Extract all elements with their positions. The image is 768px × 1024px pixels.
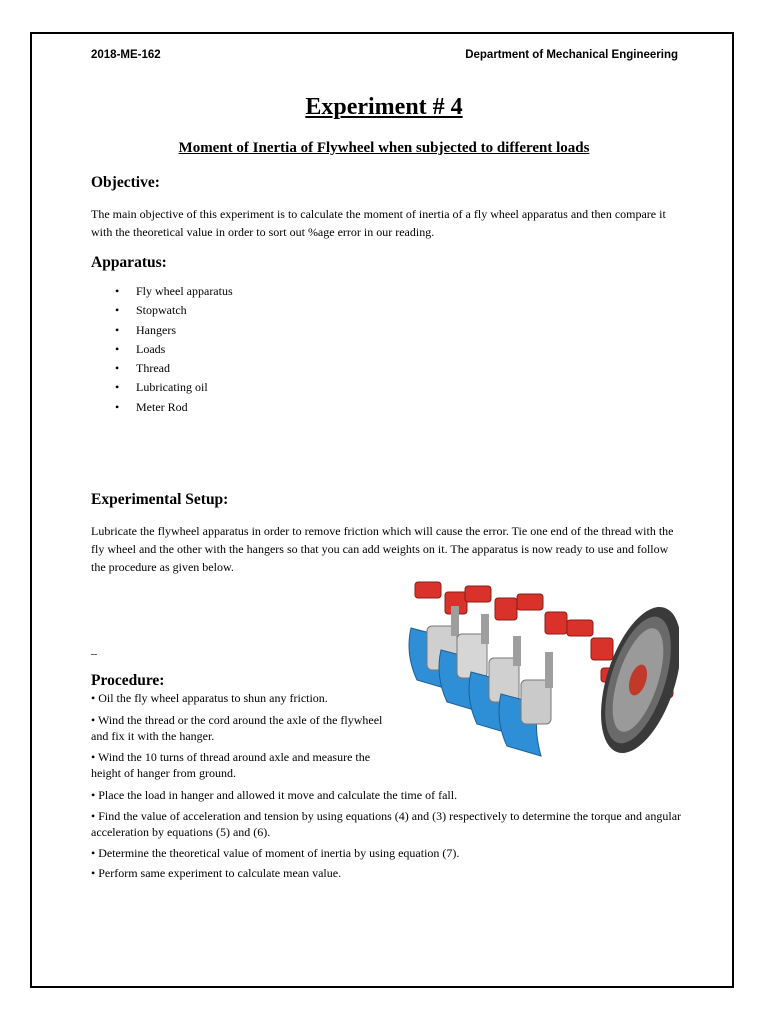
- procedure-step: • Perform same experiment to calculate mean value.: [91, 866, 342, 880]
- setup-heading: Experimental Setup:: [91, 491, 229, 508]
- procedure-step: • Determine the theoretical value of moment of inertia by using equation (7).: [91, 846, 460, 860]
- procedure-step: • Wind the thread or the cord around the axle of the flywheel and fix it with the hanger.: [91, 713, 383, 743]
- list-item: • Loads: [91, 340, 233, 359]
- list-item: • Thread: [91, 359, 233, 378]
- objective-text: The main objective of this experiment is to calculate the moment of inertia of a fly wheel apparatus and then compare it with the theoretical value in order to sort out %age error in our reading.: [91, 207, 666, 239]
- apparatus-heading: Apparatus:: [91, 254, 167, 271]
- procedure-step: • Wind the 10 turns of thread around axle and measure the height of hanger from ground.: [91, 750, 371, 780]
- list-item: • Lubricating oil: [91, 378, 233, 397]
- procedure-heading: Procedure:: [91, 672, 165, 689]
- header-roll-number: 2018-ME-162: [91, 49, 161, 61]
- stray-dash: –: [91, 646, 97, 660]
- list-item: • Hangers: [91, 321, 233, 340]
- list-item: • Stopwatch: [91, 301, 233, 320]
- procedure-step: • Find the value of acceleration and tension by using equations (4) and (3) respectively to determine the torque and angular acceleration by equations (5) and (6).: [91, 809, 682, 839]
- setup-text: Lubricate the flywheel apparatus in order to remove friction which will cause the error. Tie one end of the thread with the fly wheel and the other with the hangers so that you can add weights on it. The apparatus is now ready to use and follow the procedure as given below.: [91, 524, 674, 574]
- apparatus-list: [91, 282, 233, 417]
- list-item: • Meter Rod: [91, 398, 233, 417]
- experiment-title: Experiment # 4: [305, 94, 463, 120]
- experiment-subtitle: Moment of Inertia of Flywheel when subjected to different loads: [178, 140, 590, 156]
- list-item: • Fly wheel apparatus: [91, 282, 233, 301]
- objective-heading: Objective:: [91, 174, 160, 191]
- flywheel-crankshaft-illustration: [405, 576, 679, 766]
- header-department: Department of Mechanical Engineering: [465, 49, 678, 61]
- procedure-step: • Oil the fly wheel apparatus to shun any friction.: [91, 691, 328, 705]
- procedure-step: • Place the load in hanger and allowed it move and calculate the time of fall.: [91, 788, 458, 802]
